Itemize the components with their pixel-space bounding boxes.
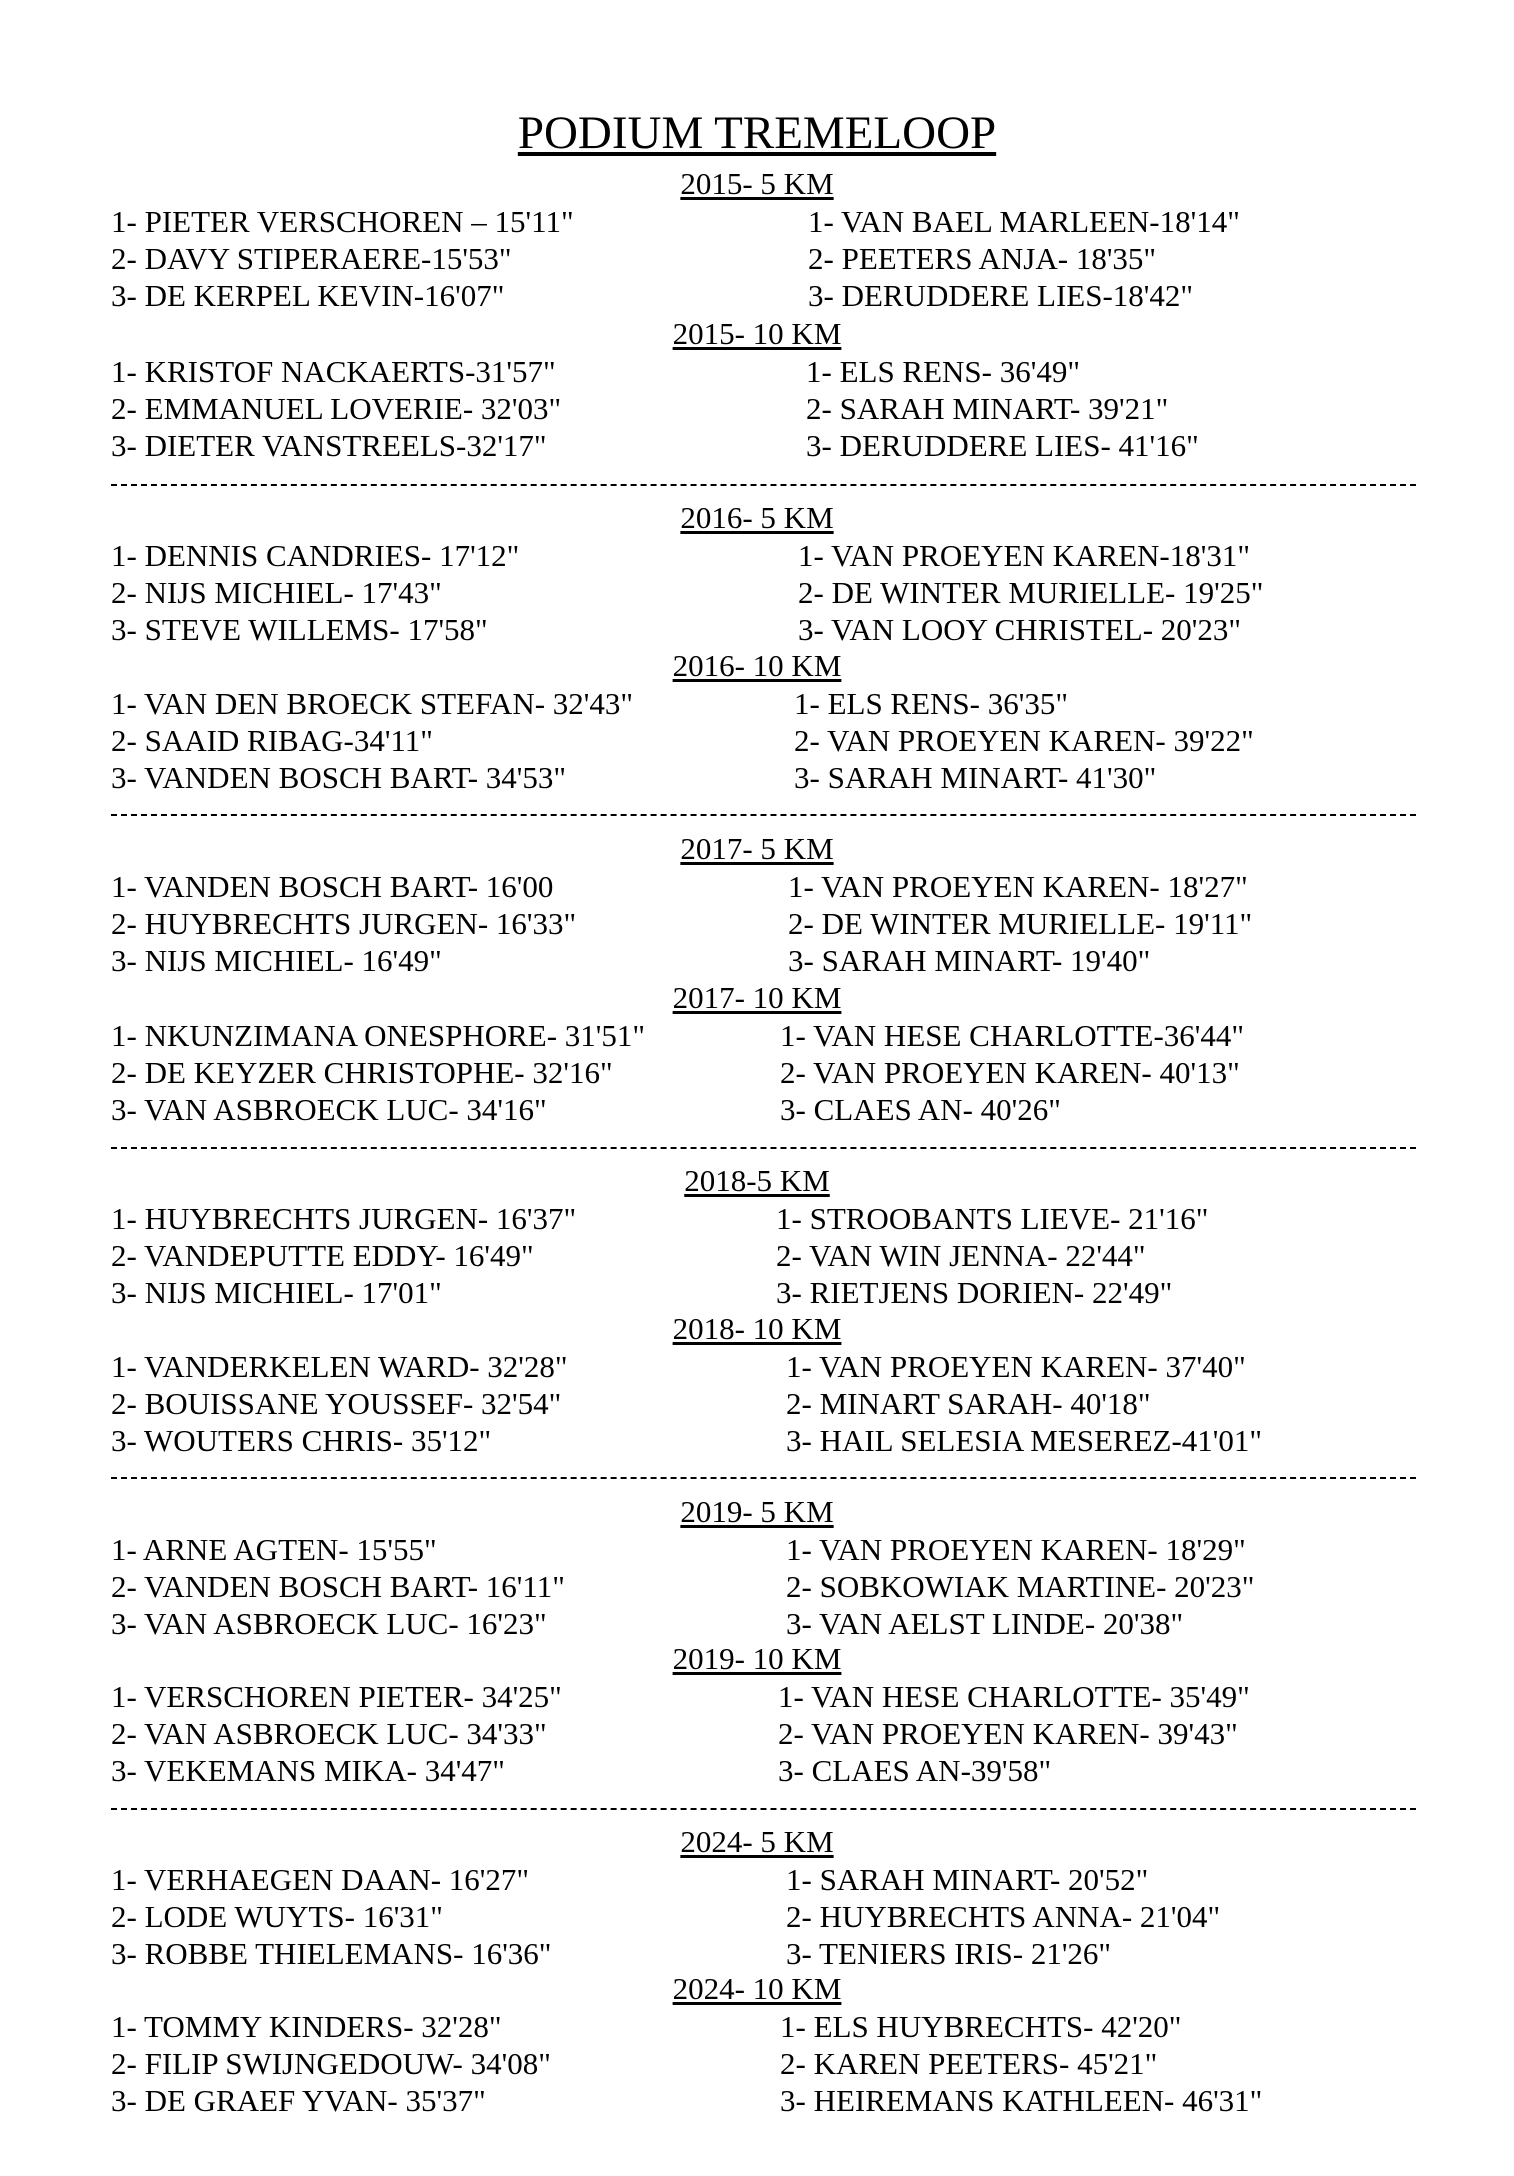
page-title: PODIUM TREMELOOP	[517, 107, 997, 159]
men-result-line: 2- VANDEPUTTE EDDY- 16'49"	[111, 1238, 534, 1273]
women-result-line: 2- VAN PROEYEN KAREN- 40'13"	[780, 1055, 1240, 1090]
section-heading: 2017- 5 KM	[680, 831, 834, 866]
men-result-line: 2- EMMANUEL LOVERIE- 32'03"	[111, 391, 562, 426]
men-result-line: 2- VAN ASBROECK LUC- 34'33"	[111, 1716, 547, 1751]
women-result-line: 1- ELS RENS- 36'35"	[794, 686, 1068, 721]
section-heading: 2019- 10 KM	[672, 1641, 842, 1676]
women-result-line: 3- VAN AELST LINDE- 20'38"	[786, 1606, 1184, 1641]
women-result-line: 1- VAN PROEYEN KAREN-18'31"	[798, 538, 1250, 573]
men-result-line: 2- HUYBRECHTS JURGEN- 16'33"	[111, 906, 577, 941]
men-result-line: 3- WOUTERS CHRIS- 35'12"	[111, 1423, 492, 1458]
men-result-line: 2- LODE WUYTS- 16'31"	[111, 1899, 443, 1934]
women-result-line: 3- TENIERS IRIS- 21'26"	[786, 1936, 1112, 1971]
men-result-line: 3- DIETER VANSTREELS-32'17"	[111, 428, 547, 463]
women-result-line: 3- SARAH MINART- 41'30"	[794, 760, 1157, 795]
women-result-line: 3- CLAES AN- 40'26"	[780, 1092, 1061, 1127]
women-result-line: 2- SOBKOWIAK MARTINE- 20'23"	[786, 1569, 1255, 1604]
men-result-line: 2- FILIP SWIJNGEDOUW- 34'08"	[111, 2046, 551, 2081]
section-heading: 2015- 10 KM	[672, 316, 842, 351]
men-result-line: 2- NIJS MICHIEL- 17'43"	[111, 575, 442, 610]
men-result-line: 2- SAAID RIBAG-34'11"	[111, 723, 433, 758]
men-result-line: 3- VAN ASBROECK LUC- 34'16"	[111, 1092, 547, 1127]
women-result-line: 1- SARAH MINART- 20'52"	[786, 1862, 1149, 1897]
men-result-line: 1- ARNE AGTEN- 15'55"	[111, 1532, 437, 1567]
section-heading: 2016- 5 KM	[680, 500, 834, 535]
men-result-line: 3- STEVE WILLEMS- 17'58"	[111, 612, 488, 647]
women-result-line: 1- VAN PROEYEN KAREN- 37'40"	[786, 1349, 1246, 1384]
women-result-line: 1- STROOBANTS LIEVE- 21'16"	[776, 1201, 1209, 1236]
men-result-line: 3- VANDEN BOSCH BART- 34'53"	[111, 760, 567, 795]
section-heading: 2024- 10 KM	[672, 1971, 842, 2006]
men-result-line: 2- DAVY STIPERAERE-15'53"	[111, 241, 512, 276]
women-result-line: 3- RIETJENS DORIEN- 22'49"	[776, 1275, 1173, 1310]
women-result-line: 3- DERUDDERE LIES-18'42"	[808, 278, 1194, 313]
women-result-line: 3- CLAES AN-39'58"	[778, 1753, 1052, 1788]
women-result-line: 1- VAN PROEYEN KAREN- 18'29"	[786, 1532, 1246, 1567]
men-result-line: 1- VAN DEN BROECK STEFAN- 32'43"	[111, 686, 634, 721]
section-divider	[111, 1147, 1416, 1149]
section-heading: 2018- 10 KM	[672, 1311, 842, 1346]
women-result-line: 1- ELS RENS- 36'49"	[806, 354, 1080, 389]
section-heading: 2019- 5 KM	[680, 1494, 834, 1529]
men-result-line: 1- NKUNZIMANA ONESPHORE- 31'51"	[111, 1018, 646, 1053]
men-result-line: 1- VANDERKELEN WARD- 32'28"	[111, 1349, 568, 1384]
men-result-line: 3- VEKEMANS MIKA- 34'47"	[111, 1753, 505, 1788]
women-result-line: 2- DE WINTER MURIELLE- 19'25"	[798, 575, 1264, 610]
women-result-line: 1- ELS HUYBRECHTS- 42'20"	[780, 2009, 1182, 2044]
section-heading: 2024- 5 KM	[680, 1824, 834, 1859]
women-result-line: 1- VAN HESE CHARLOTTE-36'44"	[780, 1018, 1245, 1053]
men-result-line: 3- NIJS MICHIEL- 17'01"	[111, 1275, 442, 1310]
men-result-line: 3- VAN ASBROECK LUC- 16'23"	[111, 1606, 547, 1641]
section-divider	[111, 1808, 1416, 1810]
men-result-line: 1- DENNIS CANDRIES- 17'12"	[111, 538, 520, 573]
section-divider	[111, 1477, 1416, 1479]
women-result-line: 3- VAN LOOY CHRISTEL- 20'23"	[798, 612, 1242, 647]
men-result-line: 3- DE GRAEF YVAN- 35'37"	[111, 2083, 486, 2118]
men-result-line: 1- VERSCHOREN PIETER- 34'25"	[111, 1679, 562, 1714]
men-result-line: 1- VANDEN BOSCH BART- 16'00	[111, 869, 554, 904]
section-divider	[111, 484, 1416, 486]
men-result-line: 1- KRISTOF NACKAERTS-31'57"	[111, 354, 556, 389]
women-result-line: 3- DERUDDERE LIES- 41'16"	[806, 428, 1199, 463]
women-result-line: 2- VAN WIN JENNA- 22'44"	[776, 1238, 1146, 1273]
section-heading: 2018-5 KM	[684, 1163, 830, 1198]
women-result-line: 2- MINART SARAH- 40'18"	[786, 1386, 1151, 1421]
men-result-line: 1- PIETER VERSCHOREN – 15'11"	[111, 204, 574, 239]
women-result-line: 2- VAN PROEYEN KAREN- 39'22"	[794, 723, 1254, 758]
section-heading: 2017- 10 KM	[672, 980, 842, 1015]
men-result-line: 3- NIJS MICHIEL- 16'49"	[111, 943, 442, 978]
men-result-line: 2- DE KEYZER CHRISTOPHE- 32'16"	[111, 1055, 613, 1090]
men-result-line: 2- BOUISSANE YOUSSEF- 32'54"	[111, 1386, 562, 1421]
women-result-line: 2- KAREN PEETERS- 45'21"	[780, 2046, 1158, 2081]
men-result-line: 3- ROBBE THIELEMANS- 16'36"	[111, 1936, 552, 1971]
men-result-line: 1- TOMMY KINDERS- 32'28"	[111, 2009, 502, 2044]
women-result-line: 3- HEIREMANS KATHLEEN- 46'31"	[780, 2083, 1263, 2118]
women-result-line: 2- HUYBRECHTS ANNA- 21'04"	[786, 1899, 1221, 1934]
men-result-line: 2- VANDEN BOSCH BART- 16'11"	[111, 1569, 565, 1604]
section-heading: 2016- 10 KM	[672, 648, 842, 683]
women-result-line: 2- VAN PROEYEN KAREN- 39'43"	[778, 1716, 1238, 1751]
women-result-line: 1- VAN BAEL MARLEEN-18'14"	[808, 204, 1240, 239]
women-result-line: 1- VAN HESE CHARLOTTE- 35'49"	[778, 1679, 1250, 1714]
men-result-line: 1- VERHAEGEN DAAN- 16'27"	[111, 1862, 530, 1897]
women-result-line: 2- DE WINTER MURIELLE- 19'11"	[788, 906, 1253, 941]
women-result-line: 2- SARAH MINART- 39'21"	[806, 391, 1169, 426]
section-divider	[111, 814, 1416, 816]
section-heading: 2015- 5 KM	[680, 166, 834, 201]
women-result-line: 1- VAN PROEYEN KAREN- 18'27"	[788, 869, 1248, 904]
women-result-line: 2- PEETERS ANJA- 18'35"	[808, 241, 1157, 276]
women-result-line: 3- HAIL SELESIA MESEREZ-41'01"	[786, 1423, 1263, 1458]
women-result-line: 3- SARAH MINART- 19'40"	[788, 943, 1151, 978]
men-result-line: 1- HUYBRECHTS JURGEN- 16'37"	[111, 1201, 577, 1236]
men-result-line: 3- DE KERPEL KEVIN-16'07"	[111, 278, 505, 313]
